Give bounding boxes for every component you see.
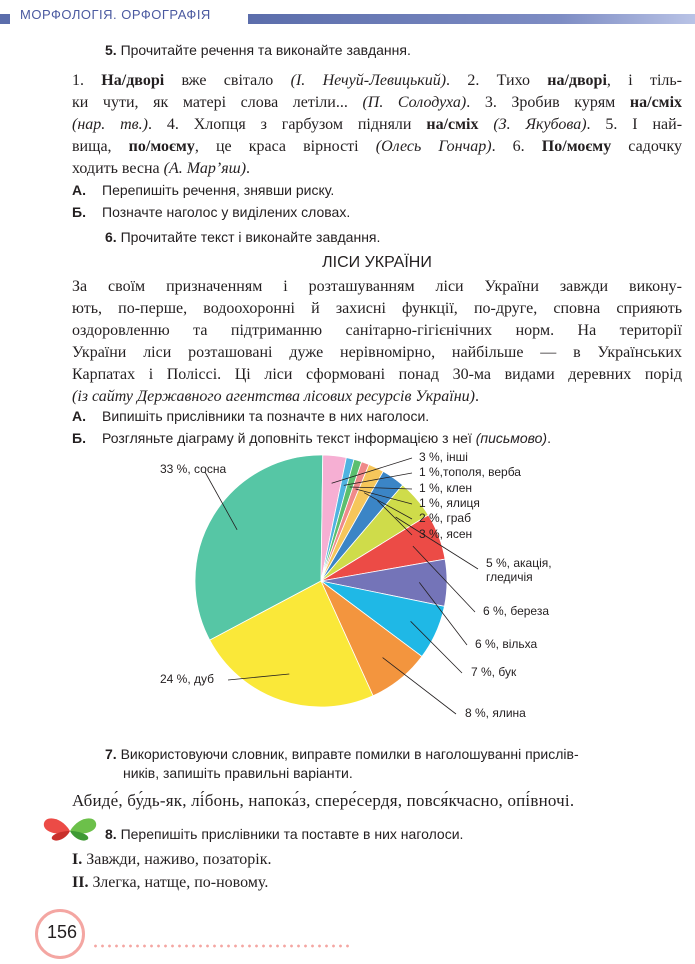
text xyxy=(478,116,493,133)
header-bar-right xyxy=(248,14,695,24)
item-letter: А. xyxy=(72,408,86,424)
pie-label: 2 %, граб xyxy=(419,511,471,525)
task6-instruction-line xyxy=(105,229,380,245)
item-text-tail: . xyxy=(547,430,551,446)
task7-number: 7. xyxy=(105,746,117,762)
text: , це краса вірності xyxy=(194,138,376,155)
item-text-italic: (письмово) xyxy=(475,430,548,446)
task8-row-1 xyxy=(72,851,272,869)
footer-dotted-line xyxy=(92,944,352,948)
item-text: Випишіть прислівники та позначте в них наголоси. xyxy=(102,408,430,424)
text: вища, xyxy=(72,138,129,155)
author-citation: (нар. тв.) xyxy=(72,116,148,133)
page-number: 156 xyxy=(46,922,78,942)
forest-species-pie-chart xyxy=(0,450,695,730)
task5-sentences xyxy=(72,70,682,180)
pie-label: 1 %,тополя, верба xyxy=(419,465,521,479)
author-citation: (П. Солодуха) xyxy=(362,94,467,111)
task5-line-5 xyxy=(72,158,682,180)
pie-label: 6 %, береза xyxy=(483,604,550,618)
text: . 3. Зробив курям xyxy=(466,94,630,111)
highlighted-word: По/моєму xyxy=(541,138,612,155)
text: вже світало xyxy=(164,72,291,89)
task5-line-4 xyxy=(72,136,682,158)
pie-label: 33 %, сосна xyxy=(160,462,227,476)
butterfly-icon xyxy=(42,815,98,843)
author-citation: (І. Нечуй-Левицький) xyxy=(290,72,447,89)
text: 1. xyxy=(72,72,102,89)
row-label: II. xyxy=(72,874,89,891)
item-letter: А. xyxy=(72,182,86,198)
task6-instruction: Прочитайте текст і виконайте завдання. xyxy=(120,229,381,245)
author-citation: (З. Якубова) xyxy=(493,116,587,133)
item-text: Перепишіть речення, знявши риску. xyxy=(102,182,335,198)
pie-label: 3 %, ясен xyxy=(419,527,473,541)
task6-number: 6. xyxy=(105,229,117,245)
text: . 2. Тихо xyxy=(446,72,548,89)
text: садочку xyxy=(611,138,683,155)
task5-instruction: Прочитайте речення та виконайте завдання. xyxy=(120,42,411,58)
pie-label: 8 %, ялина xyxy=(465,706,526,720)
highlighted-word: на/дворі xyxy=(547,72,607,89)
task7-line1: Використовуючи словник, виправте помилки в наголошуванні прислів- xyxy=(120,746,579,762)
text: . xyxy=(246,160,251,177)
text-title: ЛІСИ УКРАЇНИ xyxy=(322,254,432,271)
task6-item-b xyxy=(72,430,551,446)
task8-number: 8. xyxy=(105,826,117,842)
task5-number: 5. xyxy=(105,42,117,58)
leader-line xyxy=(383,658,456,714)
task7-instruction xyxy=(105,745,665,783)
text: . 6. xyxy=(491,138,542,155)
task7-words: Абиде́, бу́дь-як, лі́бонь, напока́з, спере́сердя, повся́кчасно, опі́вночі. xyxy=(72,791,575,810)
task8-instruction: Перепишіть прислівники та поставте в них наголоси. xyxy=(120,826,464,842)
highlighted-word: по/моєму xyxy=(128,138,195,155)
text-line: За своїм призначенням і розташуванням ліси України завжди викону- xyxy=(72,278,682,295)
text-lines xyxy=(72,276,682,386)
text-line: оздоровленню та підтриманню санітарно-гігієнічних норм. На території xyxy=(72,322,682,339)
pie-label: 7 %, бук xyxy=(471,665,517,679)
pie-label: 3 %, інші xyxy=(419,450,468,464)
item-letter: Б. xyxy=(72,430,86,446)
highlighted-word: на/сміх xyxy=(426,116,479,133)
text: ходить весна xyxy=(72,160,164,177)
pie-label: 6 %, вільха xyxy=(475,637,538,651)
task8-instruction-line xyxy=(105,826,463,842)
row-label: I. xyxy=(72,851,83,868)
text-line: ють, по-перше, водоохоронні й захисні функції, по-друге, сповна сприяють xyxy=(72,300,682,317)
highlighted-word: На/дворі xyxy=(101,72,165,89)
task5-line-1 xyxy=(72,70,682,92)
item-letter: Б. xyxy=(72,204,86,220)
pie-label-line2: гледичія xyxy=(486,570,533,584)
row-text: Злегка, натще, по-новому. xyxy=(88,874,269,891)
task8-row-2 xyxy=(72,874,268,892)
pie-label: 1 %, ялиця xyxy=(419,496,480,510)
text-line: Карпатах і Поліссі. Ці ліси сформовані понад 30-ма видами деревних порід xyxy=(72,366,682,383)
task5-item-b xyxy=(72,204,350,220)
running-header: МОРФОЛОГІЯ. ОРФОГРАФІЯ xyxy=(20,7,211,22)
source-citation: (із сайту Державного агентства лісових ресурсів України) xyxy=(72,388,475,405)
text: . xyxy=(474,388,479,405)
header-bar-left xyxy=(0,14,10,24)
author-citation: (А. Мар’яш) xyxy=(163,160,247,177)
task7-line2: ників, запишіть правильні варіанти. xyxy=(123,765,353,781)
pie-label: 1 %, клен xyxy=(419,481,473,495)
text: . 4. Хлопця з гарбузом підняли xyxy=(147,116,427,133)
text: ки чути, як матері слова летіли... xyxy=(72,94,363,111)
author-citation: (Олесь Гончар) xyxy=(375,138,492,155)
row-text: Завжди, наживо, позаторік. xyxy=(82,851,272,868)
task5-item-a xyxy=(72,182,334,198)
text-line: України ліси розташовані дуже нерівномірно, найбільше — в Українських xyxy=(72,344,682,361)
task6-text xyxy=(72,276,682,408)
item-text: Розгляньте діаграму й доповніть текст інформацією з неї xyxy=(102,430,476,446)
pie-label: 24 %, дуб xyxy=(160,672,215,686)
task5-line-3 xyxy=(72,114,682,136)
task5-line-2 xyxy=(72,92,682,114)
text: . 5. І най- xyxy=(586,116,683,133)
pie-label: 5 %, акація, гледичія xyxy=(486,556,552,584)
task6-item-a xyxy=(72,408,429,424)
item-text: Позначте наголос у виділених словах. xyxy=(102,204,351,220)
highlighted-word: на/сміх xyxy=(629,94,683,111)
text-line-source xyxy=(72,386,682,408)
text: , і тіль- xyxy=(606,72,682,89)
task5-instruction-line xyxy=(105,42,411,58)
